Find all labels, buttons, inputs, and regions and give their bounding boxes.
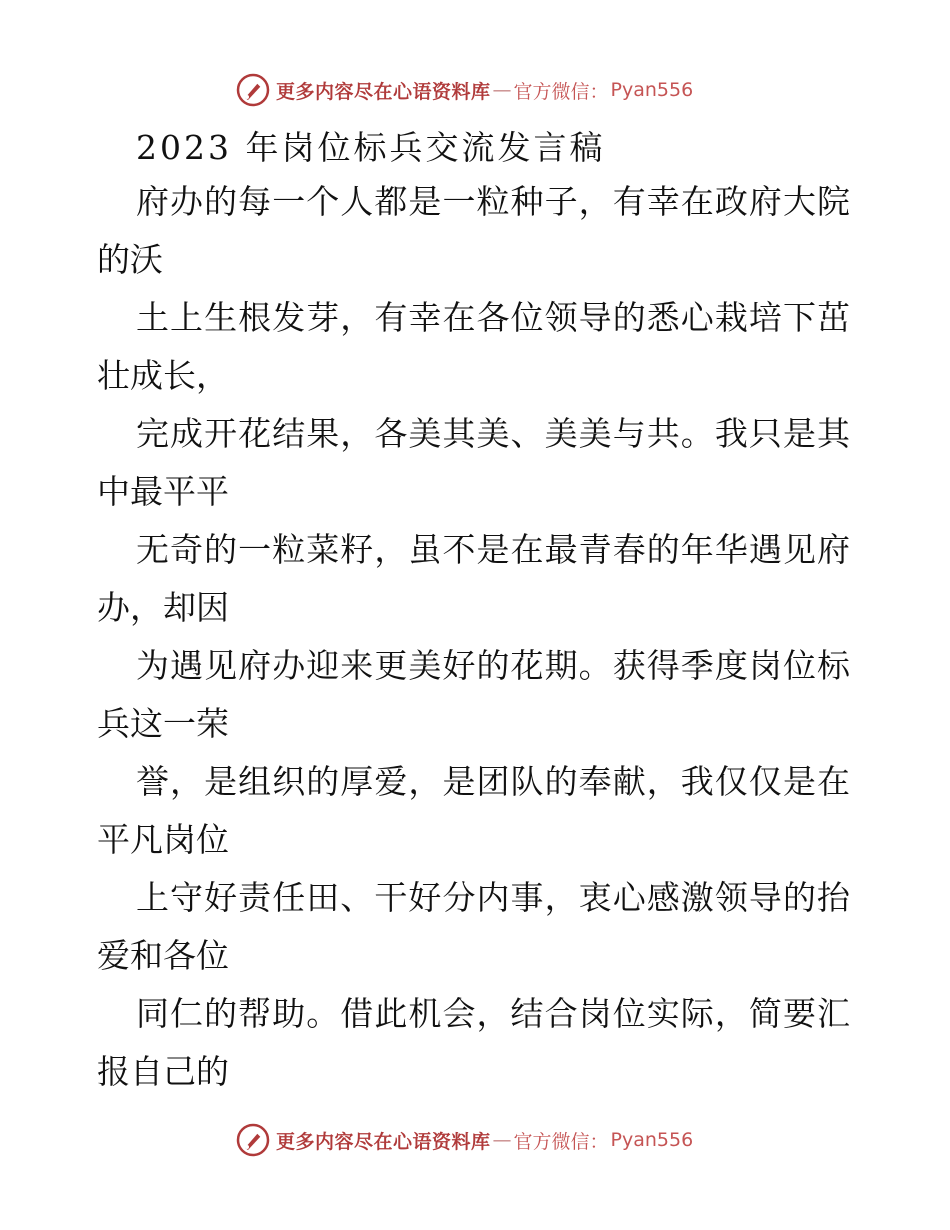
text-line: 报自己的 <box>97 1052 229 1091</box>
pen-logo-icon <box>236 73 270 107</box>
document-title: 2023 年岗位标兵交流发言稿 <box>136 128 606 167</box>
text-line: 无奇的一粒菜籽，虽不是在最青春的年华遇见府 <box>136 530 850 569</box>
text-line: 壮成长， <box>97 356 229 395</box>
watermark-wechat-label: 官方微信： <box>513 80 609 103</box>
text-line: 平凡岗位 <box>97 820 229 859</box>
text-line: 中最平平 <box>97 472 229 511</box>
watermark-site-name: 更多内容尽在心语资料库 <box>276 80 491 103</box>
text-line: 办，却因 <box>97 588 229 627</box>
watermark-banner-top <box>236 73 693 107</box>
watermark-wechat-id: Pyan556 <box>610 79 694 101</box>
text-line: 兵这一荣 <box>97 704 229 743</box>
text-line: 府办的每一个人都是一粒种子，有幸在政府大院 <box>136 182 850 221</box>
text-line: 土上生根发芽，有幸在各位领导的悉心栽培下茁 <box>136 298 850 337</box>
watermark-site-name: 更多内容尽在心语资料库 <box>276 1130 491 1153</box>
watermark-separator: — <box>492 79 512 101</box>
text-line: 为遇见府办迎来更美好的花期。获得季度岗位标 <box>136 646 850 685</box>
text-line: 爱和各位 <box>97 936 229 975</box>
text-line: 的沃 <box>97 240 163 279</box>
pen-logo-icon <box>236 1123 270 1157</box>
text-line: 完成开花结果，各美其美、美美与共。我只是其 <box>136 414 850 453</box>
text-line: 上守好责任田、干好分内事，衷心感激领导的抬 <box>136 878 850 917</box>
watermark-banner-bottom <box>236 1123 693 1157</box>
watermark-wechat-id: Pyan556 <box>610 1129 694 1151</box>
text-line: 誉，是组织的厚爱，是团队的奉献，我仅仅是在 <box>136 762 850 801</box>
text-line: 同仁的帮助。借此机会，结合岗位实际，简要汇 <box>136 994 850 1033</box>
watermark-separator: — <box>492 1129 512 1151</box>
watermark-wechat-label: 官方微信： <box>513 1130 609 1153</box>
